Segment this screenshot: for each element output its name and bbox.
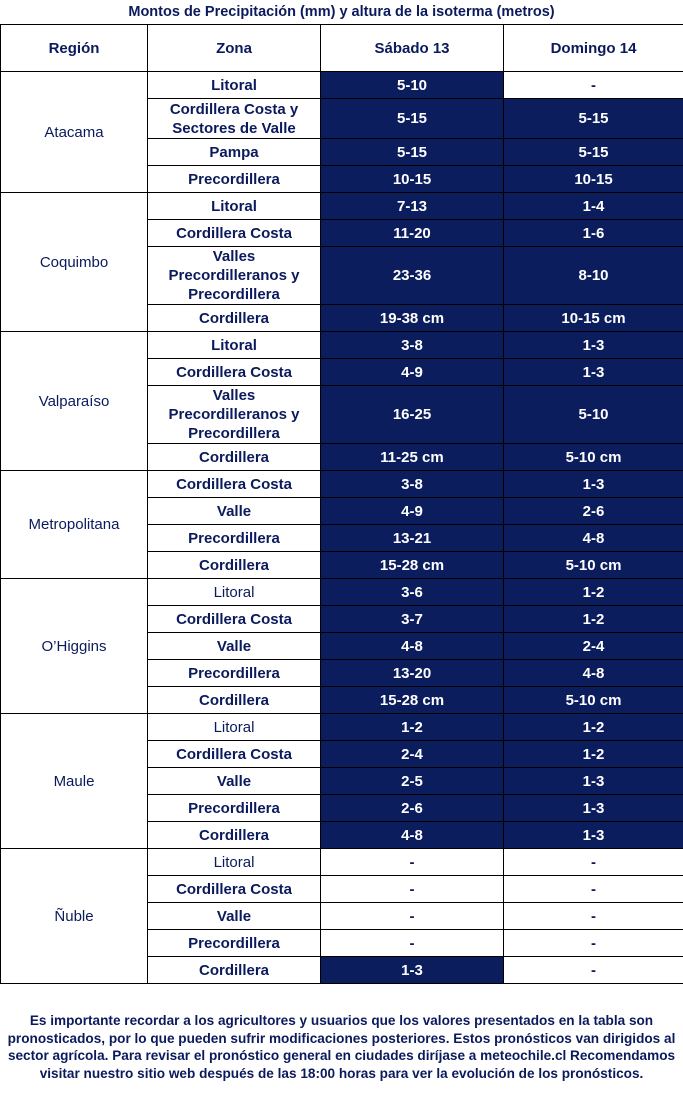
saturday-value: 3-6 xyxy=(321,579,504,606)
region-cell: Maule xyxy=(1,714,148,849)
saturday-value: 13-20 xyxy=(321,660,504,687)
table-header-row xyxy=(1,25,683,72)
saturday-value: 2-5 xyxy=(321,768,504,795)
saturday-value: 19-38 cm xyxy=(321,305,504,332)
saturday-value: 11-20 xyxy=(321,220,504,247)
saturday-value: 5-10 xyxy=(321,72,504,99)
region-cell: Valparaíso xyxy=(1,332,148,471)
zone-cell: Cordillera xyxy=(148,444,321,471)
zone-cell: Cordillera Costa xyxy=(148,741,321,768)
saturday-value: 4-8 xyxy=(321,822,504,849)
sunday-value: - xyxy=(504,903,683,930)
table-row xyxy=(1,714,683,741)
zone-cell: Litoral xyxy=(148,849,321,876)
zone-cell: Cordillera Costa xyxy=(148,876,321,903)
zone-cell: Litoral xyxy=(148,193,321,220)
sunday-value: - xyxy=(504,930,683,957)
zone-cell: Cordillera xyxy=(148,822,321,849)
sunday-value: 1-3 xyxy=(504,332,683,359)
zone-cell: Cordillera xyxy=(148,305,321,332)
sunday-value: 1-6 xyxy=(504,220,683,247)
saturday-value: 13-21 xyxy=(321,525,504,552)
header-zone: Zona xyxy=(148,25,321,72)
page-title: Montos de Precipitación (mm) y altura de la isoterma (metros) xyxy=(128,4,555,20)
zone-cell: Cordillera Costa xyxy=(148,606,321,633)
sunday-value: 1-2 xyxy=(504,714,683,741)
table-row xyxy=(1,579,683,606)
table-row xyxy=(1,332,683,359)
region-cell: Coquimbo xyxy=(1,193,148,332)
zone-cell: Precordillera xyxy=(148,795,321,822)
saturday-value: - xyxy=(321,930,504,957)
zone-cell: Precordillera xyxy=(148,166,321,193)
zone-cell: Cordillera Costa xyxy=(148,220,321,247)
saturday-value: 16-25 xyxy=(321,386,504,444)
sunday-value: 4-8 xyxy=(504,525,683,552)
saturday-value: - xyxy=(321,849,504,876)
saturday-value: 11-25 cm xyxy=(321,444,504,471)
sunday-value: - xyxy=(504,72,683,99)
sunday-value: 1-3 xyxy=(504,471,683,498)
saturday-value: - xyxy=(321,903,504,930)
sunday-value: 5-15 xyxy=(504,99,683,139)
sunday-value: - xyxy=(504,876,683,903)
sunday-value: 1-2 xyxy=(504,606,683,633)
sunday-value: 10-15 xyxy=(504,166,683,193)
saturday-value: 5-15 xyxy=(321,139,504,166)
zone-cell: Pampa xyxy=(148,139,321,166)
zone-cell: Precordillera xyxy=(148,930,321,957)
sunday-value: 5-10 cm xyxy=(504,444,683,471)
zone-cell: Precordillera xyxy=(148,660,321,687)
zone-cell: Litoral xyxy=(148,714,321,741)
saturday-value: 2-6 xyxy=(321,795,504,822)
sunday-value: 1-3 xyxy=(504,822,683,849)
saturday-value: 10-15 xyxy=(321,166,504,193)
zone-cell: Valle xyxy=(148,768,321,795)
saturday-value: - xyxy=(321,876,504,903)
table-row xyxy=(1,849,683,876)
saturday-value: 4-9 xyxy=(321,498,504,525)
sunday-value: 10-15 cm xyxy=(504,305,683,332)
sunday-value: 1-2 xyxy=(504,579,683,606)
footer-note: Es importante recordar a los agricultores y usuarios que los valores presentados en la tabla son pronosticados, por lo que pueden sufrir modificaciones posteriores. Estos pronósticos van dirigidos al sector agrícola. Para revisar el pronóstico general en ciudades diríjase a meteochile.cl Recomendamos visitar nuestro sitio web después de las 18:00 horas para ver la evolución de los pronósticos. xyxy=(7,1013,676,1081)
saturday-value: 4-8 xyxy=(321,633,504,660)
precipitation-table xyxy=(0,24,683,984)
zone-cell: Cordillera Costa xyxy=(148,471,321,498)
sunday-value: 2-6 xyxy=(504,498,683,525)
zone-cell: Valles Precordilleranos y Precordillera xyxy=(148,386,321,444)
saturday-value: 23-36 xyxy=(321,247,504,305)
saturday-value: 7-13 xyxy=(321,193,504,220)
header-sunday: Domingo 14 xyxy=(504,25,683,72)
sunday-value: 8-10 xyxy=(504,247,683,305)
sunday-value: 5-10 cm xyxy=(504,687,683,714)
saturday-value: 3-8 xyxy=(321,471,504,498)
table-row xyxy=(1,471,683,498)
zone-cell: Cordillera xyxy=(148,687,321,714)
sunday-value: 5-15 xyxy=(504,139,683,166)
sunday-value: 1-3 xyxy=(504,768,683,795)
zone-cell: Valle xyxy=(148,903,321,930)
zone-cell: Cordillera xyxy=(148,957,321,984)
zone-cell: Cordillera Costa xyxy=(148,359,321,386)
zone-cell: Precordillera xyxy=(148,525,321,552)
saturday-value: 1-2 xyxy=(321,714,504,741)
sunday-value: 5-10 xyxy=(504,386,683,444)
table-row xyxy=(1,72,683,99)
region-cell: Atacama xyxy=(1,72,148,193)
saturday-value: 15-28 cm xyxy=(321,687,504,714)
saturday-value: 2-4 xyxy=(321,741,504,768)
saturday-value: 3-8 xyxy=(321,332,504,359)
saturday-value: 4-9 xyxy=(321,359,504,386)
header-saturday: Sábado 13 xyxy=(321,25,504,72)
region-cell: Metropolitana xyxy=(1,471,148,579)
sunday-value: 1-4 xyxy=(504,193,683,220)
sunday-value: 1-3 xyxy=(504,795,683,822)
sunday-value: - xyxy=(504,849,683,876)
zone-cell: Litoral xyxy=(148,332,321,359)
saturday-value: 1-3 xyxy=(321,957,504,984)
zone-cell: Valle xyxy=(148,633,321,660)
table-body xyxy=(1,72,683,984)
zone-cell: Litoral xyxy=(148,72,321,99)
sunday-value: 1-3 xyxy=(504,359,683,386)
region-cell: Ñuble xyxy=(1,849,148,984)
zone-cell: Cordillera Costa y Sectores de Valle xyxy=(148,99,321,139)
sunday-value: 5-10 cm xyxy=(504,552,683,579)
sunday-value: - xyxy=(504,957,683,984)
saturday-value: 3-7 xyxy=(321,606,504,633)
zone-cell: Valle xyxy=(148,498,321,525)
region-cell: O’Higgins xyxy=(1,579,148,714)
sunday-value: 1-2 xyxy=(504,741,683,768)
zone-cell: Valles Precordilleranos y Precordillera xyxy=(148,247,321,305)
header-region: Región xyxy=(1,25,148,72)
sunday-value: 2-4 xyxy=(504,633,683,660)
sunday-value: 4-8 xyxy=(504,660,683,687)
saturday-value: 5-15 xyxy=(321,99,504,139)
saturday-value: 15-28 cm xyxy=(321,552,504,579)
table-row xyxy=(1,193,683,220)
zone-cell: Litoral xyxy=(148,579,321,606)
zone-cell: Cordillera xyxy=(148,552,321,579)
